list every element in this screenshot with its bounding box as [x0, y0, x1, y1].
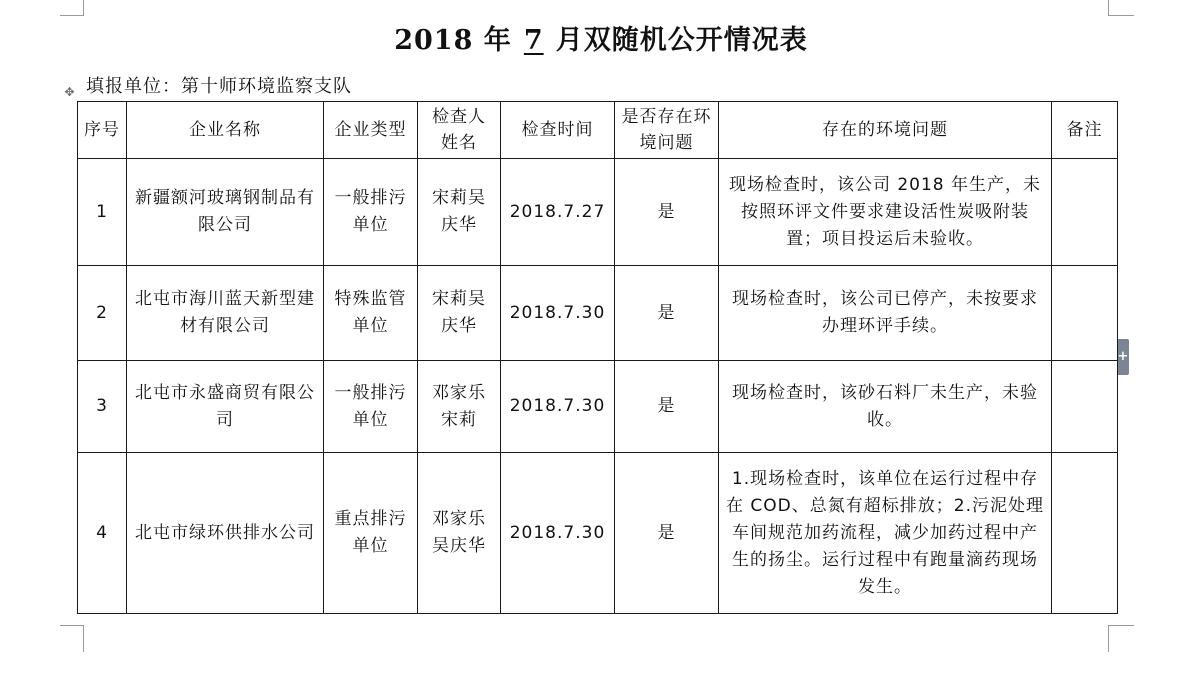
page-corner-mark-top-left — [60, 0, 84, 16]
cell-has-issue: 是 — [615, 159, 719, 266]
header-type: 企业类型 — [324, 102, 418, 159]
cell-remarks — [1052, 361, 1118, 453]
cell-company: 新疆额河玻璃钢制品有限公司 — [127, 159, 324, 266]
cell-remarks — [1052, 453, 1118, 614]
title-month: 7 — [523, 25, 544, 56]
cell-has-issue: 是 — [615, 361, 719, 453]
cell-remarks — [1052, 159, 1118, 266]
page-corner-mark-top-right — [1108, 0, 1134, 16]
table-row — [78, 159, 1118, 266]
reporting-unit: 填报单位：第十师环境监察支队 — [86, 76, 352, 97]
cell-issues: 现场检查时，该公司已停产，未按要求办理环评手续。 — [719, 266, 1052, 361]
cell-time: 2018.7.30 — [501, 266, 615, 361]
header-no: 序号 — [78, 102, 127, 159]
table-row — [78, 266, 1118, 361]
document-title — [0, 18, 1202, 57]
header-company: 企业名称 — [127, 102, 324, 159]
table-expand-handle-icon[interactable]: + — [1117, 339, 1129, 375]
cell-company: 北屯市永盛商贸有限公司 — [127, 361, 324, 453]
cell-time: 2018.7.30 — [501, 453, 615, 614]
inspection-table — [77, 101, 1118, 614]
header-time: 检查时间 — [501, 102, 615, 159]
cell-time: 2018.7.30 — [501, 361, 615, 453]
cell-issues: 现场检查时，该公司 2018 年生产，未按照环评文件要求建设活性炭吸附装置；项目投运后未验收。 — [719, 159, 1052, 266]
cell-inspectors: 宋莉吴庆华 — [418, 266, 501, 361]
cell-type: 一般排污单位 — [324, 159, 418, 266]
cell-type: 重点排污单位 — [324, 453, 418, 614]
page-corner-mark-bottom-left — [60, 625, 84, 652]
header-remarks: 备注 — [1052, 102, 1118, 159]
cell-company: 北屯市海川蓝天新型建材有限公司 — [127, 266, 324, 361]
cell-issues: 现场检查时，该砂石料厂未生产，未验收。 — [719, 361, 1052, 453]
cell-has-issue: 是 — [615, 453, 719, 614]
cell-type: 特殊监管单位 — [324, 266, 418, 361]
cell-has-issue: 是 — [615, 266, 719, 361]
cell-company: 北屯市绿环供排水公司 — [127, 453, 324, 614]
table-row — [78, 453, 1118, 614]
table-move-handle-icon[interactable]: ✥ — [64, 85, 75, 99]
cell-time: 2018.7.27 — [501, 159, 615, 266]
cell-inspectors: 邓家乐宋莉 — [418, 361, 501, 453]
cell-remarks — [1052, 266, 1118, 361]
cell-inspectors: 宋莉吴庆华 — [418, 159, 501, 266]
table-header-row — [78, 102, 1118, 159]
cell-no: 3 — [78, 361, 127, 453]
header-inspectors: 检查人姓名 — [418, 102, 501, 159]
header-issues: 存在的环境问题 — [719, 102, 1052, 159]
header-has-issue: 是否存在环境问题 — [615, 102, 719, 159]
title-suffix: 月双随机公开情况表 — [555, 25, 808, 56]
table-row — [78, 361, 1118, 453]
cell-type: 一般排污单位 — [324, 361, 418, 453]
title-prefix: 2018 年 — [394, 25, 512, 56]
cell-no: 2 — [78, 266, 127, 361]
cell-inspectors: 邓家乐吴庆华 — [418, 453, 501, 614]
cell-no: 4 — [78, 453, 127, 614]
cell-issues: 1.现场检查时，该单位在运行过程中存在 COD、总氮有超标排放；2.污泥处理车间规范加药流程，减少加药过程中产生的扬尘。运行过程中有跑量滴药现场发生。 — [719, 453, 1052, 614]
cell-no: 1 — [78, 159, 127, 266]
page-corner-mark-bottom-right — [1108, 625, 1134, 652]
